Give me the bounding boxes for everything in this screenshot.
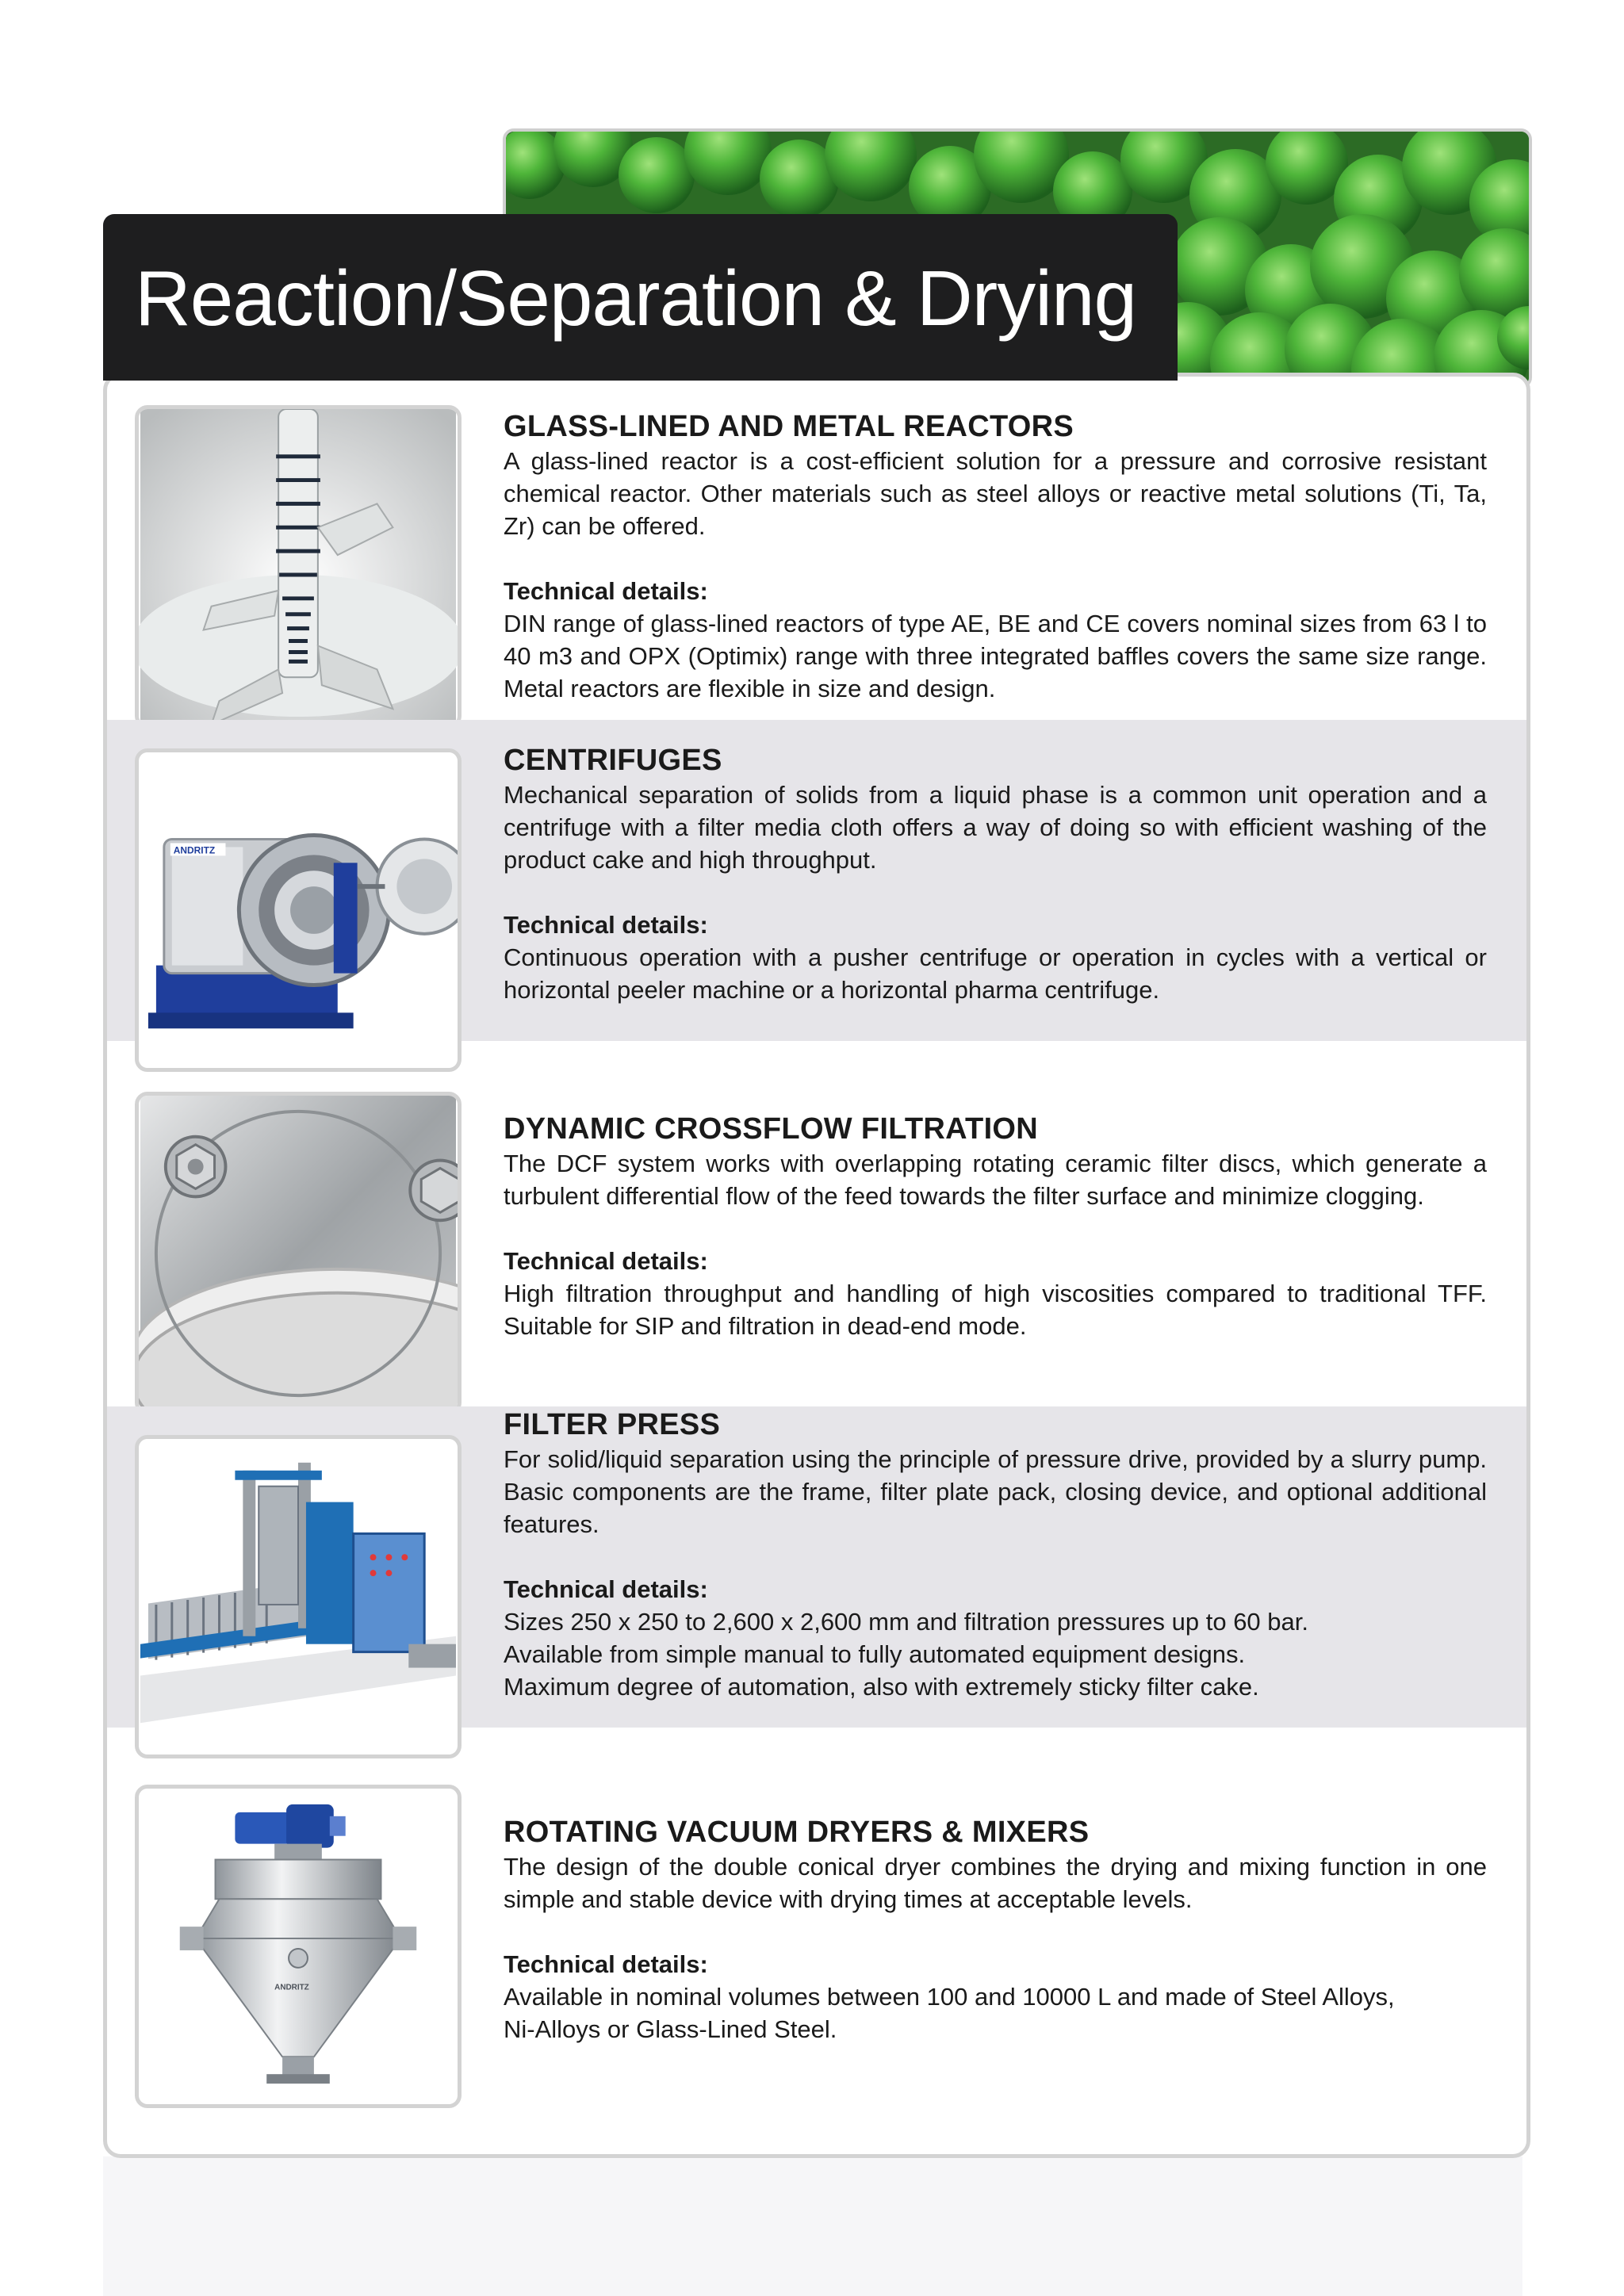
double-conical-dryer-illustration xyxy=(139,1789,458,2104)
technical-details-label: Technical details: xyxy=(504,1575,708,1603)
page-bottom-strip xyxy=(103,2156,1522,2296)
section-glass-lined-reactors xyxy=(107,377,1526,702)
section-description: The design of the double conical dryer combines the drying and mixing function in one simple and stable device with drying times at acceptable levels. xyxy=(504,1853,1487,1913)
reactor-agitator-illustration xyxy=(139,409,458,725)
dryer-image xyxy=(135,1785,462,2108)
section-heading: GLASS-LINED AND METAL REACTORS xyxy=(504,410,1074,443)
technical-details-text: DIN range of glass-lined reactors of type AE, BE and CE covers nominal sizes from 63 l to 40 m3 and OPX (Optimix) range with three integrated baffles covers the same size range. Metal reactors are flexible in size and design. xyxy=(504,610,1487,702)
section-heading: CENTRIFUGES xyxy=(504,744,722,777)
page-title: Reaction/Separation & Drying xyxy=(135,254,1137,342)
centrifuge-illustration xyxy=(139,752,458,1068)
section-text xyxy=(504,742,1487,1006)
section-text xyxy=(504,408,1487,705)
section-heading: DYNAMIC CROSSFLOW FILTRATION xyxy=(504,1112,1039,1146)
technical-details-line: Available from simple manual to fully automated equipment designs. xyxy=(504,1640,1246,1668)
reactor-agitator-image xyxy=(135,405,462,729)
technical-details-text: High filtration throughput and handling of high viscosities compared to traditional TFF. Suitable for SIP and filtration in dead-end mode. xyxy=(504,1280,1487,1340)
filter-press-image xyxy=(135,1435,462,1758)
section-description: Mechanical separation of solids from a liquid phase is a common unit operation and a centrifuge with a filter media cloth offers a way of doing so with efficient washing of the product cake and high throughput. xyxy=(504,781,1487,874)
section-heading: FILTER PRESS xyxy=(504,1408,721,1441)
centrifuge-image xyxy=(135,748,462,1072)
technical-details-label: Technical details: xyxy=(504,1950,708,1978)
technical-details-line: Maximum degree of automation, also with extremely sticky filter cake. xyxy=(504,1673,1259,1701)
technical-details-label: Technical details: xyxy=(504,911,708,939)
section-filter-press xyxy=(107,1406,1526,1728)
section-text xyxy=(504,1111,1487,1342)
filter-press-illustration xyxy=(139,1439,458,1755)
section-description: A glass-lined reactor is a cost-efficient solution for a pressure and corrosive resistant chemical reactor. Other materials such as steel alloys or reactive metal solutions (Ti, Ta, Zr) can be offered. xyxy=(504,447,1487,540)
section-text xyxy=(504,1814,1487,2045)
section-heading: ROTATING VACUUM DRYERS & MIXERS xyxy=(504,1816,1090,1849)
section-dynamic-crossflow-filtration xyxy=(107,1063,1526,1384)
section-text xyxy=(504,1406,1487,1703)
section-description: For solid/liquid separation using the principle of pressure drive, provided by a slurry pump. Basic components are the frame, filter plate pack, closing device, and optional additional features. xyxy=(504,1445,1487,1538)
technical-details-line: Available in nominal volumes between 100 and 10000 L and made of Steel Alloys, xyxy=(504,1983,1395,2011)
technical-details-text: Continuous operation with a pusher centrifuge or operation in cycles with a vertical or horizontal peeler machine or a horizontal pharma centrifuge. xyxy=(504,943,1487,1004)
technical-details-line: Sizes 250 x 250 to 2,600 x 2,600 mm and filtration pressures up to 60 bar. xyxy=(504,1608,1308,1636)
technical-details-line: Ni-Alloys or Glass-Lined Steel. xyxy=(504,2015,837,2043)
title-bar xyxy=(103,214,1178,381)
filter-discs-image xyxy=(135,1092,462,1415)
main-panel xyxy=(103,373,1530,2158)
ceramic-filter-discs-illustration xyxy=(139,1096,458,1411)
technical-details-label: Technical details: xyxy=(504,577,708,605)
andritz-logo-text: ANDRITZ xyxy=(274,1983,309,1992)
section-description: The DCF system works with overlapping rotating ceramic filter discs, which generate a turbulent differential flow of the feed towards the filter surface and minimize clogging. xyxy=(504,1150,1487,1210)
section-rotating-vacuum-dryers xyxy=(107,1763,1526,2084)
section-centrifuges xyxy=(107,720,1526,1041)
technical-details-label: Technical details: xyxy=(504,1247,708,1275)
andritz-logo-text: ANDRITZ xyxy=(173,844,216,856)
